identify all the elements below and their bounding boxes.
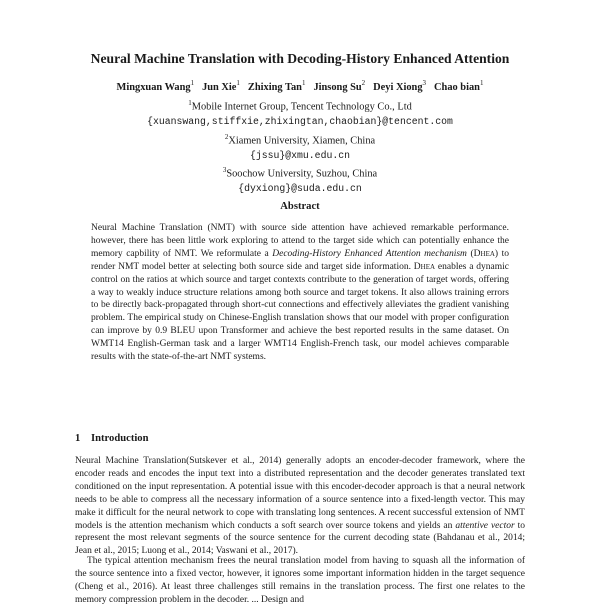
abstract-heading: Abstract — [280, 201, 320, 212]
abstract-text: Neural Machine Translation (NMT) with source side attention have achieved remarkable performance. however, there has been little work exploring to attend to the target side which can potentially enhance the memory capbility of NMT. We reformulate a Decoding-History Enhanced Attention mechanism (Dhea) to render NMT model better at selecting both source side and target side information. Dhea enables a dynamic control on the ratios at which source and target contexts contribute to the generation of target words, offering a way to weakly induce structure relations among both source and target tokens. It also allows training errors to be directly back-propagated through short-cut connections and effectively alleviates the gradient vanishing problem. The empirical study on Chinese-English translation shows that our model with proper configuration can improve by 0.9 BLEU upon Transformer and achieve the best reported results in the same dataset. On WMT14 English-German task and a larger WMT14 English-French task, our model achieves comparable results with the state-of-the-art NMT systems. — [91, 223, 510, 363]
author: Jinsong Su$^2$ — [313, 79, 366, 94]
author: Zhixing Tan$^1$ — [247, 79, 306, 94]
author: Mingxuan Wang$^1$ — [116, 79, 195, 94]
affiliation: $^3$Soochow University, Suzhou, China — [222, 166, 378, 180]
section-heading-introduction: 1 Introduction — [75, 433, 149, 444]
affiliation: $^1$Mobile Internet Group, Tencent Technology Co., Ltd — [188, 99, 412, 113]
intro-paragraph-2: The typical attention mechanism frees the neural translation model from having to squash all the information of the source sentence into a fixed vector, however, it ignores some important information hidden in the target sequence (Cheng et al., 2016). At least three challenges still remains in the translation process. The first one relates to the memory compression problem in the decoder. ... Design and — [75, 556, 525, 605]
affiliation: $^2$Xiamen University, Xiamen, China — [224, 132, 376, 147]
intro-paragraph-1: Neural Machine Translation(Sutskever et al., 2014) generally adopts an encoder-decoder framework, where the encoder reads and encodes the input text into a distributed representation and the decoder generates translated text conditioned on the input representation. A potential issue with this encoder-decoder approach is that a neural network needs to be able to compress all the necessary information of a source sentence into a fixed-length vector. This may make it difficult for the neural network to cope with translating long sentences. A recent successful extension of NMT models is the attention mechanism which conducts a soft search over source tokens and yields an attentive vector to represent the most relevant segments of the source sentence for the current decoding state (Bahdanau et al., 2014; Jean et al., 2015; Luong et al., 2014; Vaswani et al., 2017). — [75, 456, 526, 557]
author-list — [0, 77, 600, 96]
author: Chao bian$^1$ — [434, 79, 484, 94]
affiliation-email: {jssu}@xmu.edu.cn — [250, 149, 350, 161]
author: Deyi Xiong$^3$ — [373, 79, 427, 94]
affiliation-email: {dyxiong}@suda.edu.cn — [238, 183, 362, 195]
author: Jun Xie$^1$ — [202, 79, 240, 94]
authors-block — [0, 77, 600, 197]
affiliation-email: {xuanswang,stiffxie,zhixingtan,chaobian}@tencent.com — [147, 116, 453, 128]
paper-title: Neural Machine Translation with Decoding-History Enhanced Attention — [90, 51, 510, 66]
